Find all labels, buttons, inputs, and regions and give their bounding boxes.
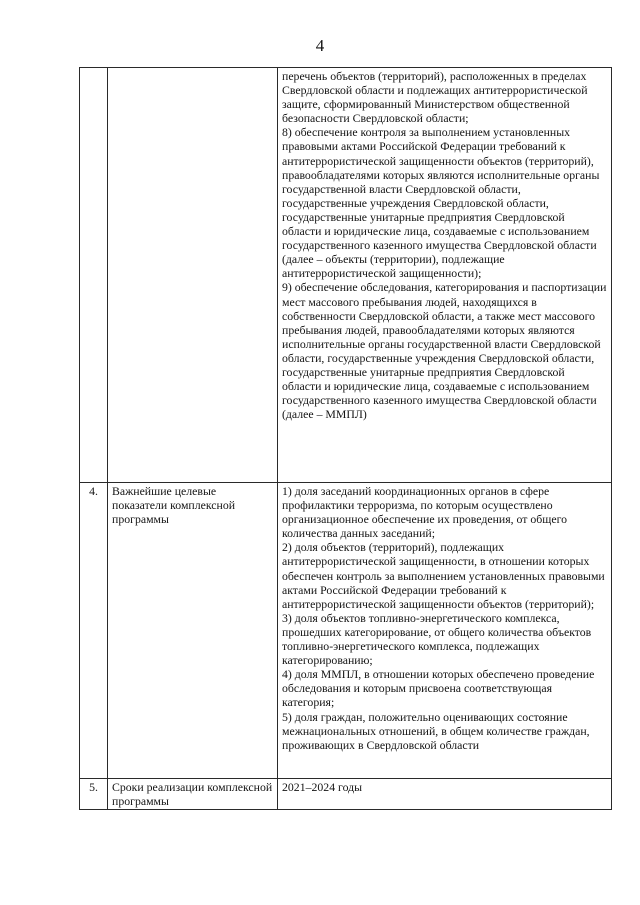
paragraph: 2021–2024 годы	[282, 780, 363, 794]
paragraph: 8) обеспечение контроля за выполнением установленных правовыми актами Российской Федерации требований к антитеррористической защищенности объектов (территорий), правообладателями которых являются исполнительные органы государственной власти Свердловской области, государственные учреждения Свердловской области, государственные унитарные предприятия Свердловской области и юридические лица, создаваемые с использованием государственного казенного имущества Свердловской области (далее – объекты (территории), подлежащие антитеррористической защищенности);	[282, 125, 600, 281]
row-value-cell	[278, 483, 612, 779]
row-name-cell	[108, 68, 278, 483]
program-passport-table	[79, 67, 612, 810]
table-row-target-indicators	[80, 483, 612, 779]
table-row-implementation-period	[80, 779, 612, 810]
paragraph: 3) доля объектов топливно-энергетического комплекса, прошедших категорирование, от общего количества объектов топливно-энергетического комплекса, подлежащих категорированию;	[282, 610, 592, 668]
row-name-cell: Сроки реализации комплексной программы	[108, 779, 278, 810]
paragraph: 4) доля ММПЛ, в отношении которых обеспечено проведение обследования и которым присвоена соответствующая категория;	[282, 667, 595, 710]
row-number-cell: 5.	[80, 779, 108, 810]
row-value-cell	[278, 68, 612, 483]
page-number: 4	[315, 36, 325, 55]
table-row-continuation	[80, 68, 612, 483]
paragraph: 2) доля объектов (территорий), подлежащих антитеррористической защищенности, в отношении которых обеспечен контроль за выполнением установленных правовыми актами Российской Федерации требований к антитеррористической защищенности объектов (территорий);	[282, 540, 605, 611]
paragraph: 1) доля заседаний координационных органов в сфере профилактики терроризма, по которым осуществлено организационное обеспечение их проведения, от общего количества данных заседаний;	[282, 484, 568, 541]
row-number-cell	[80, 68, 108, 483]
paragraph: 9) обеспечение обследования, категорирования и паспортизации мест массового пребывания людей, находящихся в собственности Свердловской области, а также мест массового пребывания людей, правообладателями которых являются исполнительные органы государственной власти Свердловской области, государственные учреждения Свердловской области, государственные унитарные предприятия Свердловской области и юридические лица, создаваемые с использованием государственного казенного имущества Свердловской области (далее – ММПЛ)	[282, 280, 607, 422]
paragraph: перечень объектов (территорий), расположенных в пределах Свердловской области и подлежащих антитеррористической защите, сформированный Министерством общественной безопасности Свердловской области;	[282, 69, 588, 126]
row-number-cell: 4.	[80, 483, 108, 779]
paragraph: 5) доля граждан, положительно оценивающих состояние межнациональных отношений, в общем количестве граждан, проживающих в Свердловской области	[282, 709, 590, 752]
row-name-cell: Важнейшие целевые показатели комплексной программы	[108, 483, 278, 779]
row-value-cell	[278, 779, 612, 810]
